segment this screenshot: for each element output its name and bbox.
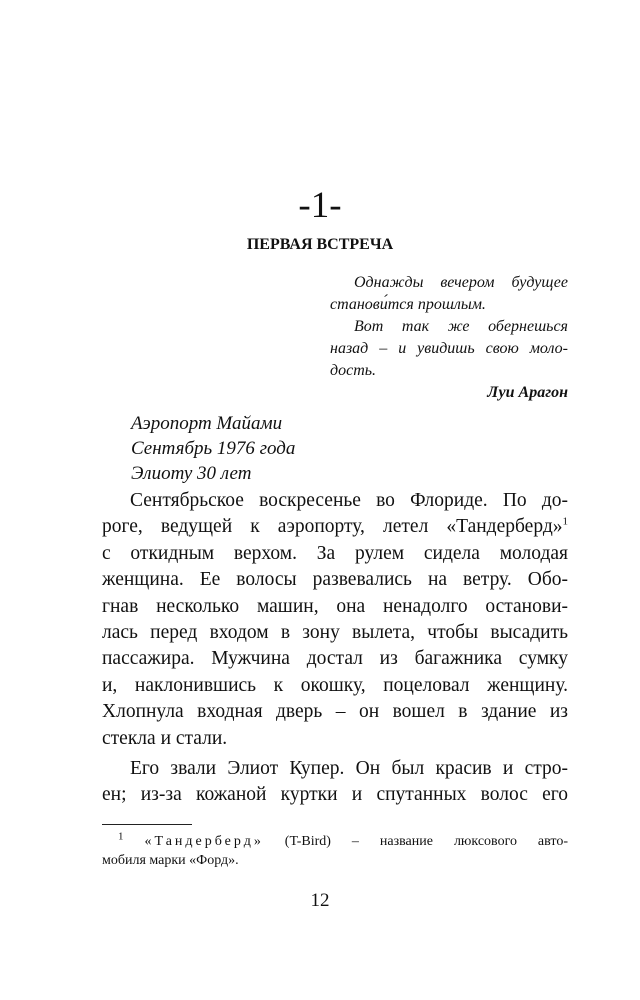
text-line: женщина. Ее волосы развевались на ветру. Обо-: [102, 569, 568, 591]
chapter-number: -1-: [298, 185, 342, 226]
footnote-text: (T-Bird) – название люксового авто-: [263, 834, 569, 849]
text-line-content: роге, ведущей к аэропорту, летел «Тандерберд»: [102, 516, 563, 538]
text-line: Сентябрьское воскресенье во Флориде. По до-: [130, 490, 568, 511]
text-line: стекла и стали.: [102, 727, 228, 749]
text-line: пассажира. Мужчина достал из багажника сумку: [102, 648, 568, 670]
dateline-date: Сентябрь 1976 года: [131, 438, 296, 459]
epigraph-line: Однажды вечером будущее: [354, 274, 568, 291]
text-line: Его звали Элиот Купер. Он был красив и стро-: [130, 758, 568, 780]
epigraph: [330, 272, 568, 404]
text-line: [102, 514, 568, 540]
epigraph-author: Луи Арагон: [487, 384, 568, 401]
footnote-marker[interactable]: 1: [562, 515, 568, 528]
text-line: ен; из-за кожаной куртки и спутанных волос его: [102, 784, 568, 806]
chapter-title: ПЕРВАЯ ВСТРЕЧА: [246, 236, 394, 253]
dateline: [131, 411, 295, 486]
dateline-place: Аэропорт Майами: [131, 413, 283, 434]
page-number: 12: [310, 890, 330, 911]
epigraph-line: назад – и увидишь свою моло-: [330, 340, 568, 357]
dateline-age: Элиоту 30 лет: [131, 463, 252, 484]
footnote-divider: [102, 824, 192, 825]
footnote-line: мобиля марки «Форд».: [102, 853, 239, 868]
footnote-term: «Тандерберд»: [144, 834, 264, 849]
text-line: с откидным верхом. За рулем сидела молодая: [102, 542, 568, 564]
text-line: и, наклонившись к окошку, поцеловал женщину.: [102, 674, 568, 696]
text-line: гнав несколько машин, она ненадолго останови-: [102, 595, 568, 617]
epigraph-line: станови́тся прошлым.: [330, 296, 486, 313]
body-text: [102, 488, 568, 809]
text-line: лась перед входом в зону вылета, чтобы высадить: [102, 622, 568, 644]
epigraph-line: Вот так же обернешься: [354, 318, 568, 335]
epigraph-line: дость.: [330, 362, 377, 379]
footnote-number: 1: [118, 830, 124, 843]
footnote-line: [102, 832, 568, 851]
footnote: [102, 832, 568, 870]
text-line: Хлопнула входная дверь – он вошел в здание из: [102, 701, 568, 723]
